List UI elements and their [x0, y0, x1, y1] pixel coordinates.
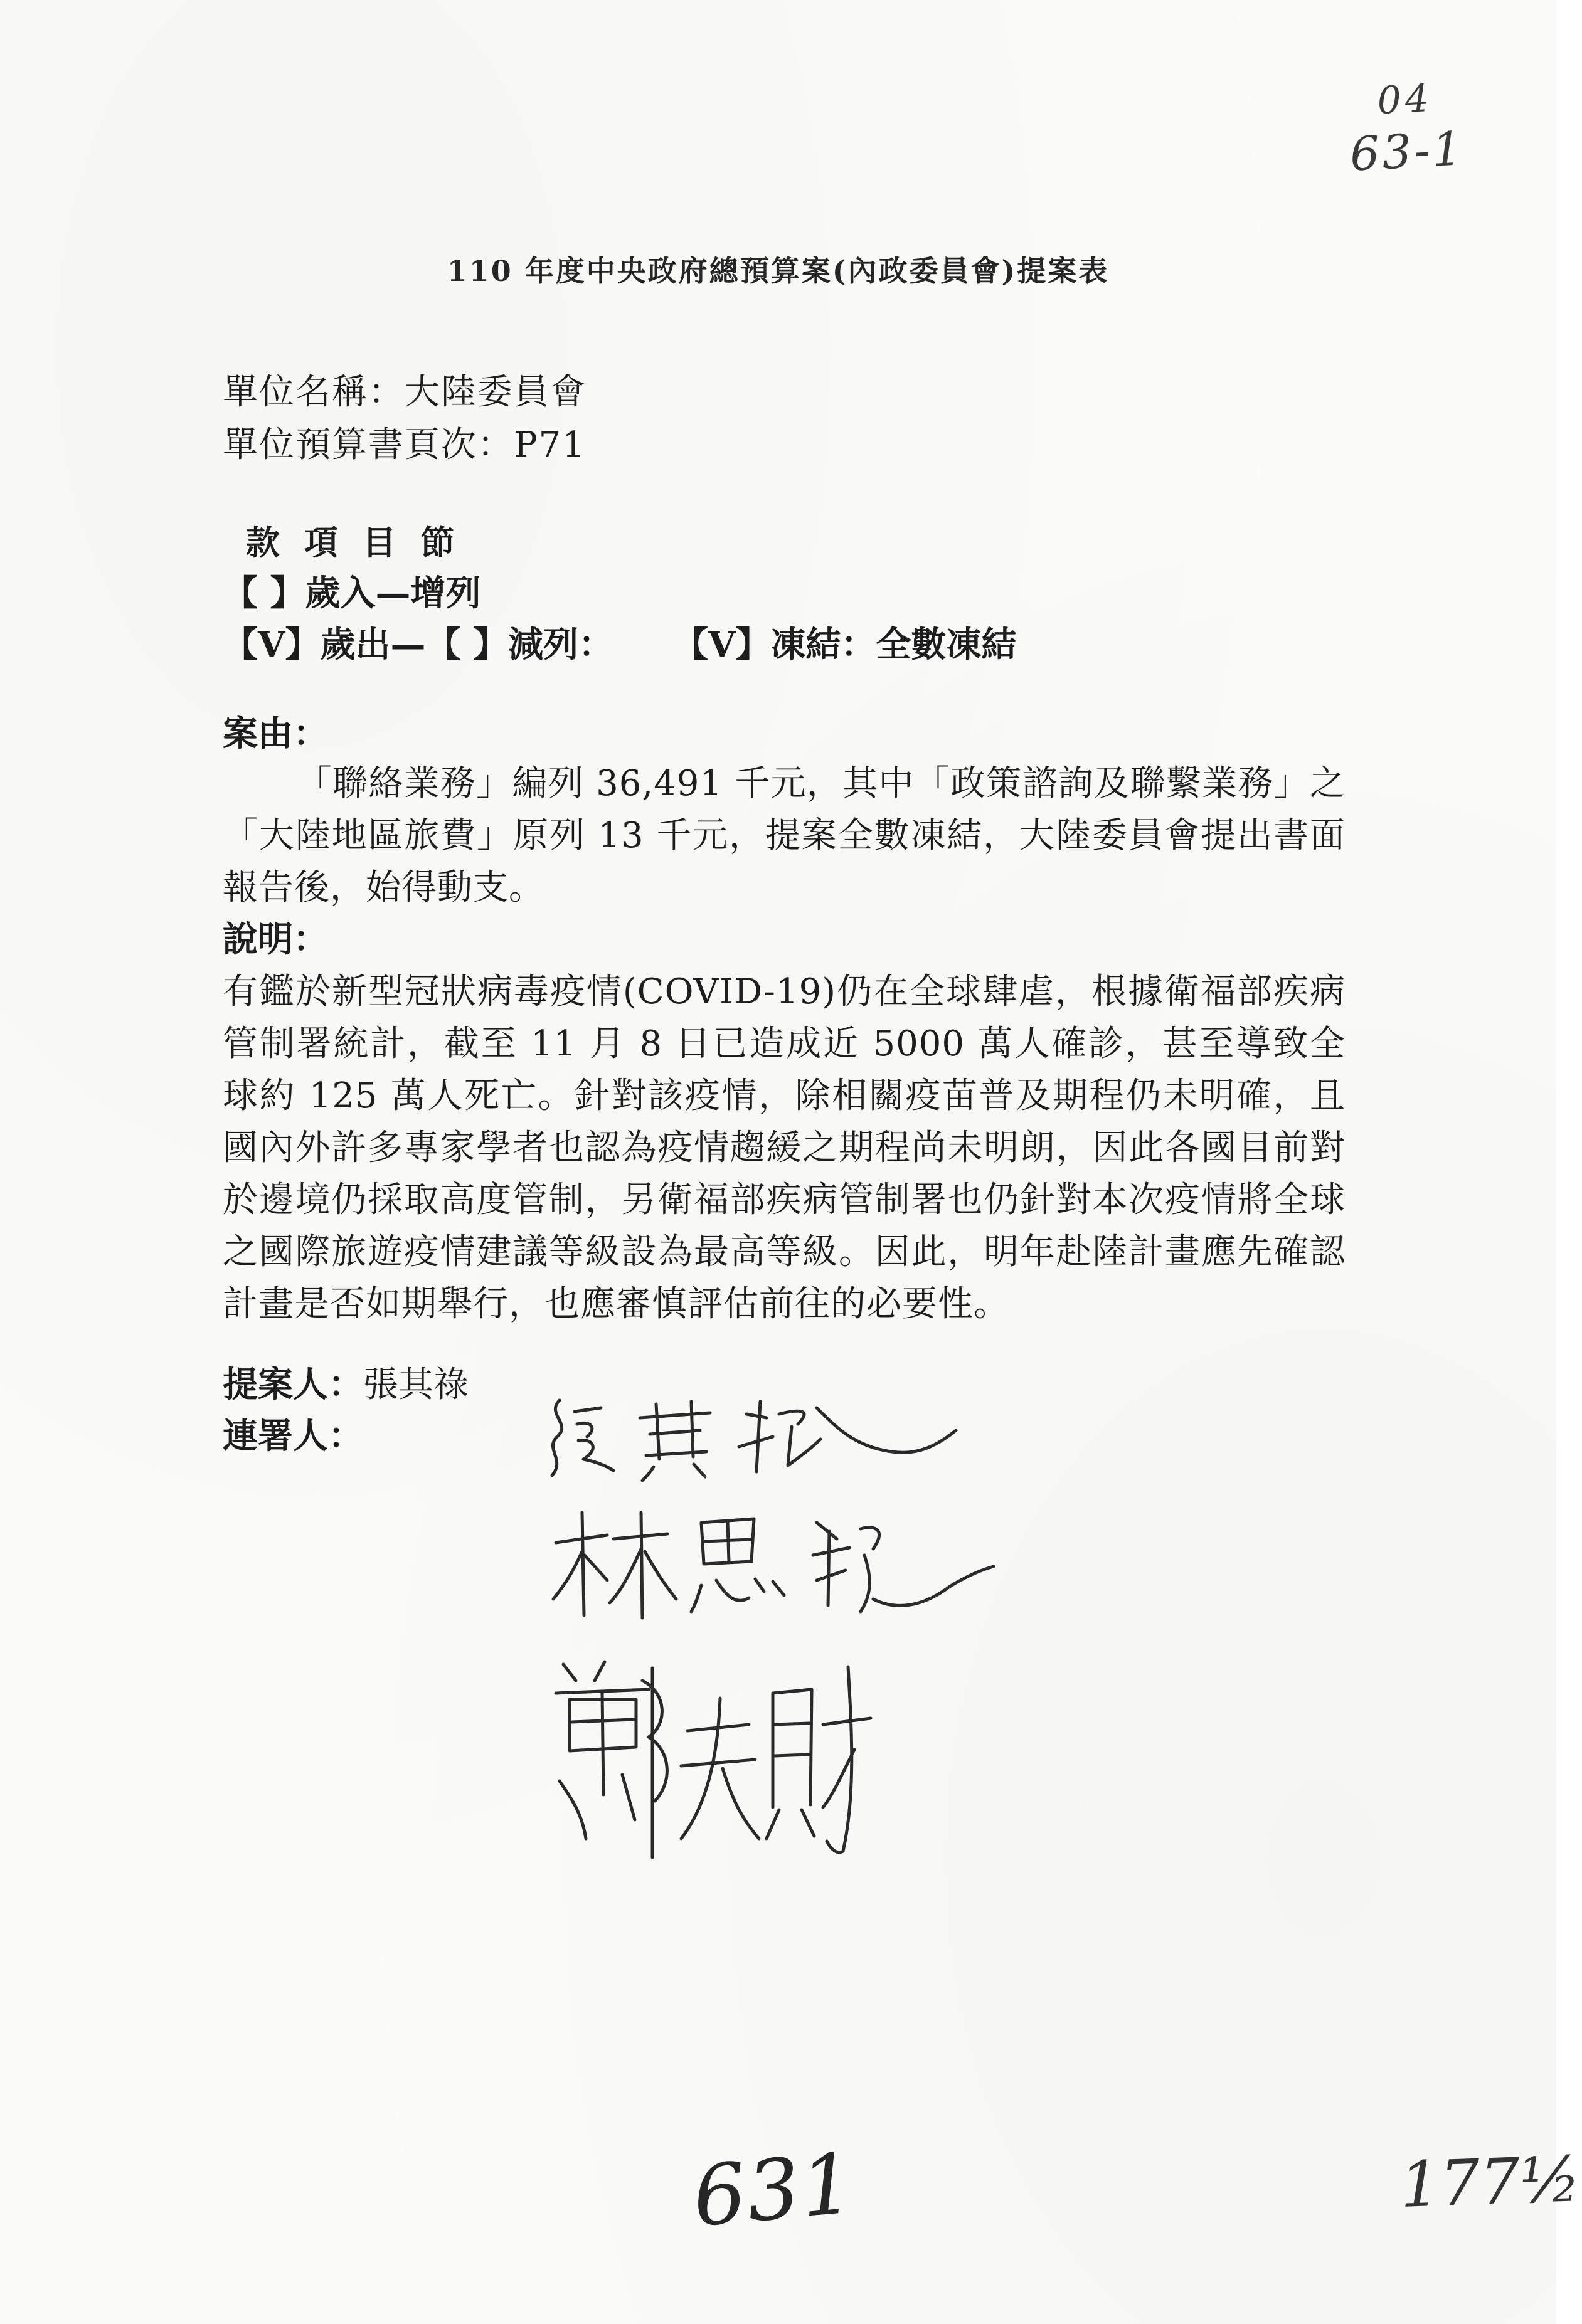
signature-stroke	[642, 1681, 667, 1801]
signature-stroke	[788, 1427, 820, 1466]
explanation-paragraph: 有鑑於新型冠狀病毒疫情(COVID-19)仍在全球肆虐，根據衛福部疾病管制署統計，截至 11 月 8 日已造成近 5000 萬人確診，甚至導致全球約 125 萬人死亡。針對該疫情，除相關疫苗普及期程仍未明確，且國內外許多專家學者也認為疫情趨緩之期程尚未明朗，因此各國目前對於邊境仍採取高度管制，另衛福部疾病管制署也仍針對本次疫情將全球之國際旅遊疫情建議等級設為最高等級。因此，明年赴陸計畫應先確認計畫是否如期舉行，也應審慎評估前往的必要性。	[223, 971, 1346, 1324]
signature-stroke	[694, 1464, 705, 1477]
signature-stroke	[610, 1549, 641, 1603]
signature-stroke	[774, 1755, 809, 1756]
signature-stroke	[656, 1404, 659, 1459]
signature-stroke	[563, 1664, 576, 1681]
signature-stroke	[716, 1580, 749, 1600]
signature-stroke	[723, 1768, 759, 1839]
proposer-label: 提案人：	[223, 1364, 363, 1405]
signature-strokes	[556, 1662, 871, 1857]
signature-stroke	[817, 1408, 956, 1452]
signature-stroke	[817, 1570, 846, 1580]
signature-stroke	[802, 1810, 814, 1836]
explanation-heading: 說明：	[223, 919, 328, 960]
signature-stroke	[691, 1585, 701, 1612]
signature-stroke	[861, 1555, 869, 1612]
signature-stroke	[577, 1423, 592, 1437]
signature-stroke	[622, 1775, 635, 1820]
signature-strokes	[552, 1400, 956, 1481]
signature-stroke	[575, 1408, 601, 1412]
signature-stroke	[767, 1810, 779, 1839]
signature-stroke	[774, 1723, 809, 1725]
signature-stroke	[873, 1566, 994, 1605]
expenditure-row	[223, 622, 1016, 667]
signature-stroke	[739, 1437, 773, 1447]
signature-stroke	[823, 1718, 871, 1725]
signature-stroke	[756, 1402, 760, 1472]
signature-stroke	[813, 1548, 849, 1555]
signature-stroke	[582, 1513, 584, 1615]
signature-strokes	[553, 1513, 994, 1618]
freeze-text: 【V】凍結：全數凍結	[672, 624, 1017, 665]
expenditure-decrease-label: 【V】歲出—【 】減列：	[223, 624, 613, 665]
unit-budget-page-line: 單位預算書頁次：P71	[223, 425, 586, 465]
signature-lin-si-ming	[547, 1504, 999, 1632]
signature-stroke	[817, 1523, 837, 1539]
signature-zheng-tian-cai	[547, 1656, 876, 1866]
signature-stroke	[552, 1400, 562, 1476]
handwritten-page-number: 631	[689, 2135, 859, 2246]
signature-stroke	[861, 1528, 879, 1549]
signature-stroke	[746, 1414, 767, 1418]
signature-stroke	[585, 1555, 607, 1580]
unit-name-line: 單位名稱：大陸委員會	[223, 372, 587, 413]
signature-stroke	[773, 1689, 812, 1805]
signature-stroke	[560, 1781, 586, 1839]
reason-paragraph: 「聯絡業務」編列 36,491 千元，其中「政策諮詢及聯繫業務」之「大陸地區旅費」原列 13 千元，提案全數凍結，大陸委員會提出書面報告後，始得動支。	[223, 763, 1346, 908]
signature-stroke	[779, 1411, 804, 1424]
signature-stroke	[642, 1467, 654, 1481]
signature-stroke	[681, 1698, 720, 1839]
signature-stroke	[681, 1760, 755, 1766]
proposer-name: 張其祿	[363, 1365, 469, 1405]
signature-stroke	[641, 1513, 642, 1618]
cosigner-line	[223, 1413, 363, 1459]
signature-stroke	[640, 1413, 710, 1418]
reason-heading: 案由：	[223, 713, 328, 754]
handwritten-sheet-mark: 177½	[1399, 2142, 1582, 2222]
corner-note-line-2: 63-1	[1348, 122, 1466, 182]
signature-stroke	[645, 1551, 676, 1599]
signature-stroke	[828, 1531, 829, 1605]
document-title: 110 年度中央政府總預算案(內政委員會)提案表	[447, 254, 1110, 288]
signature-stroke	[728, 1523, 729, 1561]
signature-stroke	[553, 1551, 582, 1599]
signature-stroke	[578, 1440, 613, 1471]
signature-stroke	[691, 1402, 693, 1457]
signature-stroke	[704, 1540, 751, 1541]
signature-stroke	[755, 1579, 764, 1592]
signature-stroke	[602, 1693, 603, 1795]
handwritten-corner-note	[1346, 71, 1489, 182]
freeze-label	[673, 622, 1016, 667]
signature-stroke	[646, 1452, 706, 1455]
signature-zhang-qi-lu	[539, 1389, 966, 1486]
proposer-line	[223, 1362, 469, 1408]
signature-stroke	[595, 1662, 605, 1681]
cosigner-label: 連署人：	[223, 1415, 363, 1457]
signature-stroke	[773, 1582, 784, 1595]
corner-note-line-1: 04	[1376, 76, 1434, 124]
budget-item-heading: 款 項 目 節	[246, 522, 461, 563]
revenue-increase-line: 【 】歲入—增列	[223, 573, 481, 614]
